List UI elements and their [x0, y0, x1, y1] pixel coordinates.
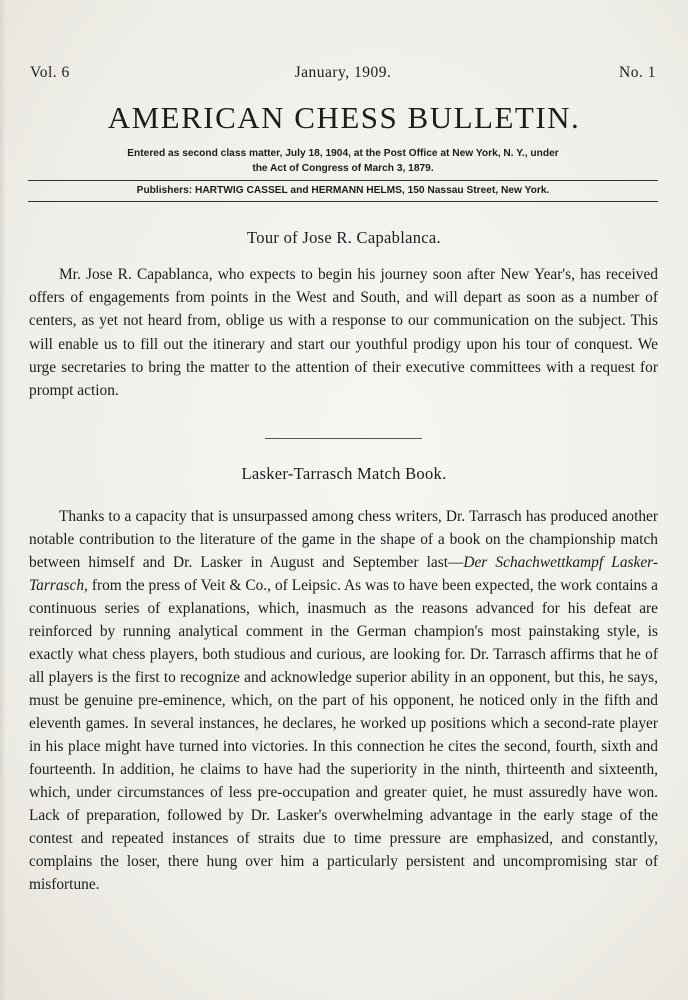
postal-entry-line-2: the Act of Congress of March 3, 1879.	[252, 163, 434, 174]
masthead	[30, 64, 656, 84]
volume-label: Vol. 6	[30, 64, 70, 81]
match-book-text-after: from the press of Veit & Co., of Leipsic. As was to have been expected, the work contains a continuous series of explanations, which, inasmuch as the reasons advanced for his defeat are reinforced by running analytical comment in the German champion's most painstaking style, is exactly what chess players, both studious and curious, are looking for. Dr. Tarrasch affirms that he of all players is the first to recognize and acknowledge superior ability in an opponent, but this, he says, must be genuine pre-eminence, which, on the part of his opponent, he noticed only in the fifth and eleventh games. In several instances, he declares, he worked up positions which a second-rate player in his place might have turned into victories. In this connection he cites the second, fourth, sixth and fourteenth. In addition, he claims to have had the superiority in the ninth, thirteenth and sixteenth, which, under circumstances of less pre-occupation and greater quiet, he must assuredly have won. Lack of preparation, followed by Dr. Lasker's overwhelming advantage in the early stage of the contest and repeated instances of straits due to time pressure are emphasized, and constantly, complains the loser, there hung over him a particularly persistent and uncompromising star of misfortune.	[29, 577, 658, 893]
book-title: Der Schachwettkampf Lasker-Tarrasch,	[29, 554, 658, 594]
issue-date: January, 1909.	[294, 64, 392, 81]
section-divider	[265, 438, 422, 439]
article-body-capablanca: Mr. Jose R. Capablanca, who expects to begin his journey soon after New Year's, has received offers of engagements from points in the West and South, and will depart as soon as a number of centers, as yet not heard from, oblige us with a response to our communication on the subject. This will enable us to fill out the itinerary and start our youthful prodigy upon his tour of conquest. We urge secretaries to bring the matter to the attention of their executive committees with a request for prompt action.	[29, 266, 658, 400]
masthead-rule-top	[28, 180, 658, 181]
postal-entry-notice	[30, 146, 656, 176]
article-heading-capablanca: Tour of Jose R. Capablanca.	[247, 228, 441, 247]
publication-title: AMERICAN CHESS BULLETIN.	[107, 100, 581, 135]
article-body-match-book	[29, 505, 658, 896]
publishers-line: Publishers: HARTWIG CASSEL and HERMANN HELMS, 150 Nassau Street, New York.	[136, 185, 550, 196]
issue-number: No. 1	[619, 64, 656, 81]
page-edge-shadow	[0, 0, 6, 1000]
article-heading-match-book: Lasker-Tarrasch Match Book.	[241, 464, 447, 483]
match-book-text-before: Thanks to a capacity that is unsurpassed among chess writers, Dr. Tarrasch has produced another notable contribution to the literature of the game in the shape of a book on the championship match between himself and Dr. Lasker in August and September last—	[29, 508, 658, 571]
postal-entry-line-1: Entered as second class matter, July 18, 1904, at the Post Office at New York, N. Y., under	[127, 148, 559, 159]
masthead-rule-bottom	[28, 201, 658, 202]
